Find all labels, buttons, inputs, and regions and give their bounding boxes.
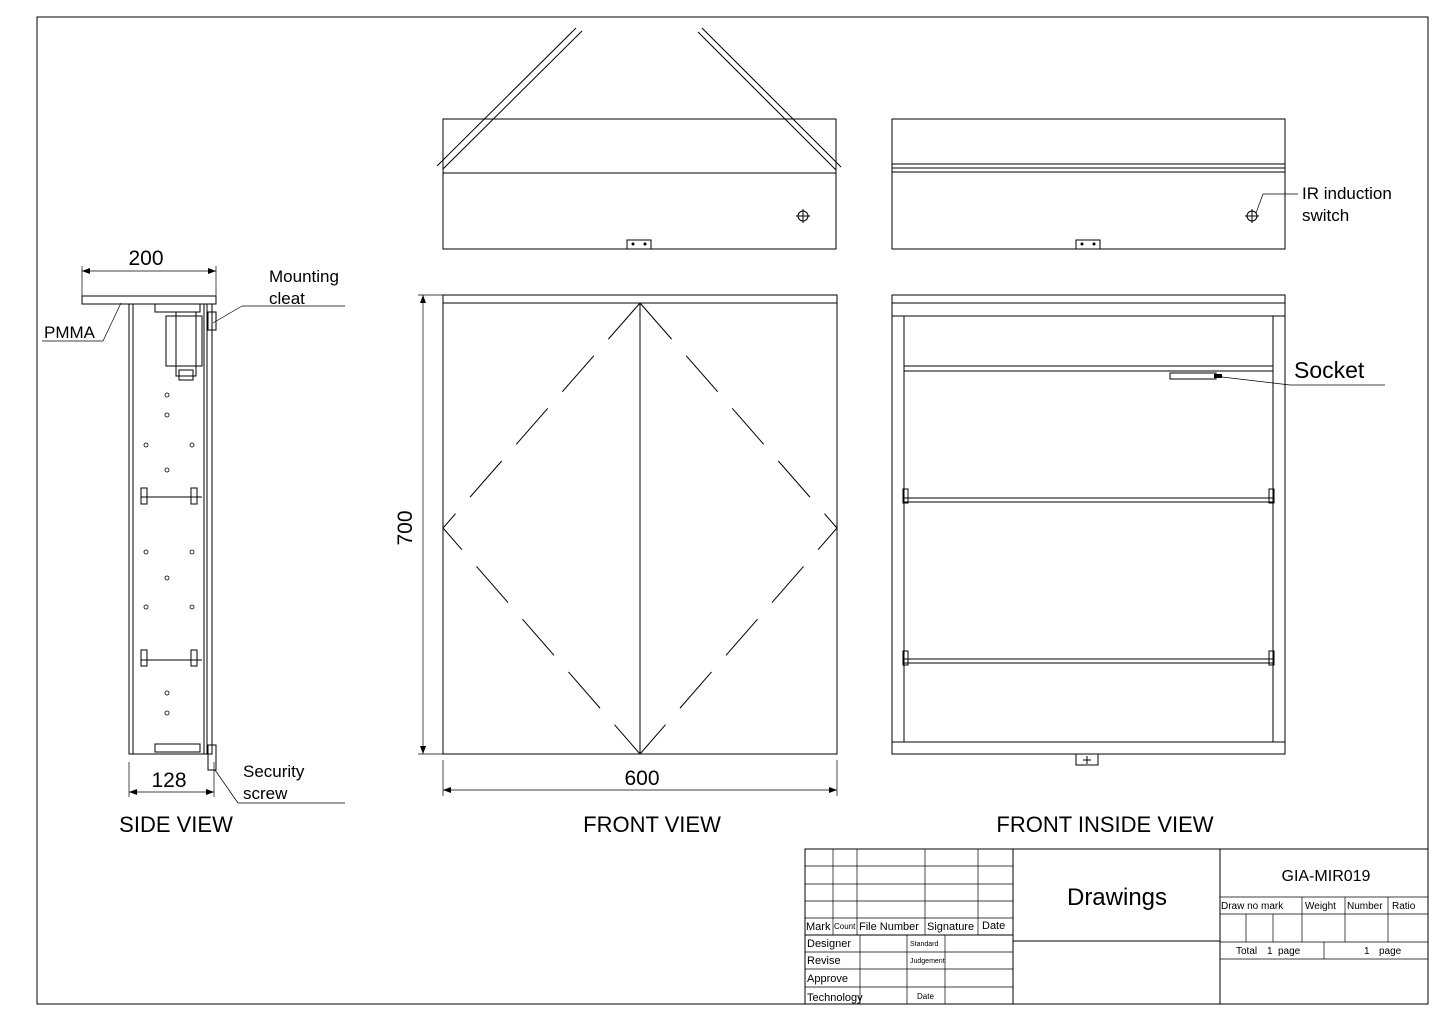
field-date: Date <box>917 992 934 1001</box>
front-dim-600: 600 <box>624 767 660 790</box>
front-inside-view <box>892 119 1392 837</box>
label-total: Total <box>1236 946 1258 957</box>
front-dim-700: 700 <box>394 510 417 546</box>
label-weight: Weight <box>1305 901 1336 912</box>
role-revise: Revise <box>807 955 841 967</box>
drawing-title: Drawings <box>1066 884 1168 911</box>
front-view <box>394 28 841 837</box>
label-security-2: screw <box>243 784 288 803</box>
side-shelf-brackets <box>141 488 202 666</box>
role-approve: Approve <box>807 973 848 985</box>
label-draw-no-mark: Draw no mark <box>1221 901 1284 912</box>
field-standard: Standard <box>910 941 939 948</box>
label-pmma: PMMA <box>44 323 95 342</box>
col-file-number: File Number <box>859 921 919 933</box>
label-ir-1: IR induction <box>1302 184 1392 203</box>
label-socket: Socket <box>1294 357 1365 383</box>
col-count: Count <box>834 922 856 931</box>
label-ir-2: switch <box>1302 206 1350 225</box>
field-judgement: Judgement <box>910 958 945 965</box>
page-number-value: 1 <box>1364 946 1370 957</box>
label-number: Number <box>1347 901 1383 912</box>
label-mounting-2: cleat <box>269 289 305 308</box>
title-block <box>805 849 1428 1004</box>
total-pages-value: 1 <box>1267 946 1273 957</box>
front-inside-view-title: FRONT INSIDE VIEW <box>996 812 1214 837</box>
side-dim-128: 128 <box>151 769 187 792</box>
col-signature: Signature <box>927 921 975 933</box>
label-security-1: Security <box>243 762 305 781</box>
side-view-title: SIDE VIEW <box>119 812 233 837</box>
page-word-2: page <box>1379 946 1402 957</box>
side-holes <box>144 393 194 715</box>
label-ratio: Ratio <box>1392 901 1416 912</box>
inside-shelves <box>903 489 1274 665</box>
front-view-title: FRONT VIEW <box>583 812 721 837</box>
drawing-number: GIA-MIR019 <box>1281 868 1371 885</box>
side-dim-200: 200 <box>128 247 164 270</box>
role-technology: Technology <box>807 992 863 1004</box>
label-mounting-1: Mounting <box>269 267 339 286</box>
total-page-word: page <box>1278 946 1301 957</box>
col-date: Date <box>982 920 1006 932</box>
role-designer: Designer <box>807 938 852 950</box>
drawing-frame <box>37 17 1428 1004</box>
side-view <box>42 247 345 837</box>
col-mark: Mark <box>806 921 831 933</box>
